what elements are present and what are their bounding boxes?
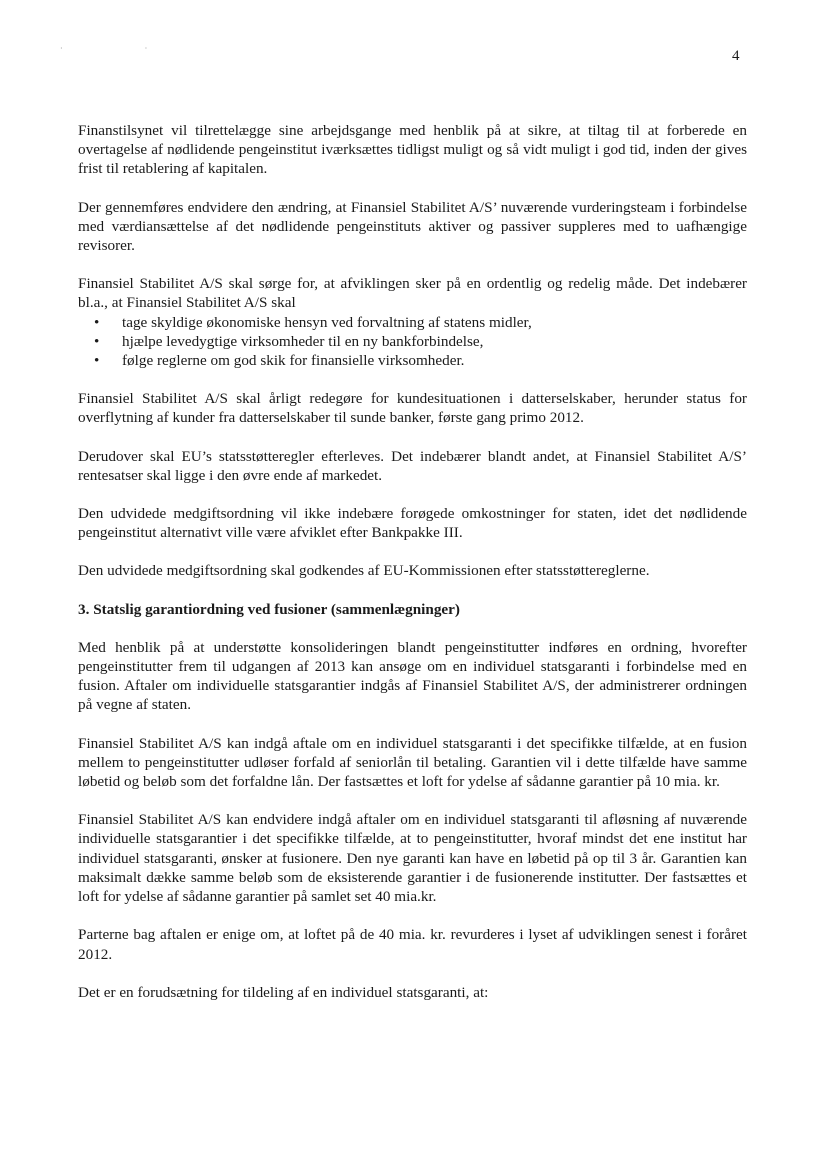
paragraph-7: Den udvidede medgiftsordning skal godkendes af EU-Kommissionen efter statsstøttereglerne. <box>78 562 650 580</box>
paragraph-4: Finansiel Stabilitet A/S skal årligt redegøre for kundesituationen i datterselskaber, herunder status for overflytning af kunder fra datterselskaber til sunde banker, første gang primo 2012. <box>78 390 747 427</box>
paragraph-9: Finansiel Stabilitet A/S kan indgå aftale om en individuel statsgaranti i det specifikke tilfælde, at en fusion mellem to pengeinstitutter udløser forfald af seniorlån til betaling. Garantien vil i dette tilfælde have samme løbetid og beløb som det forfaldne lån. Der fastsættes et loft for ydelse af sådanne garantier på 10 mia. kr. <box>78 734 747 791</box>
paragraph-3: Finansiel Stabilitet A/S skal sørge for, at afviklingen sker på en ordentlig og redelig måde. Det indebærer bl.a., at Finansiel Stabilitet A/S skal <box>78 275 747 312</box>
paragraph-6: Den udvidede medgiftsordning vil ikke indebære forøgede omkostninger for staten, idet det nødlidende pengeinstitut alternativt ville være afviklet efter Bankpakke III. <box>78 505 747 542</box>
paragraph-5: Derudover skal EU’s statsstøtteregler efterleves. Det indebærer blandt andet, at Finansiel Stabilitet A/S’ rentesatser skal ligge i den øvre ende af markedet. <box>78 447 747 484</box>
bullet-item: • følge reglerne om god skik for finansielle virksomheder. <box>122 351 747 370</box>
document-body <box>78 121 747 1002</box>
paragraph-1: Finanstilsynet vil tilrettelægge sine arbejdsgange med henblik på at sikre, at tiltag til at forberede en overtagelse af nødlidende pengeinstitut iværksættes tidligst muligt og så vidt muligt i god tid, inden der gives frist til retablering af kapitalen. <box>78 122 747 178</box>
scan-specks: · · <box>60 44 188 53</box>
bullet-item: • hjælpe levedygtige virksomheder til en ny bankforbindelse, <box>122 332 747 351</box>
bullet-list <box>78 313 747 371</box>
paragraph-8: Med henblik på at understøtte konsolideringen blandt pengeinstitutter indføres en ordning, hvorefter pengeinstitutter frem til udgangen af 2013 kan ansøge om en individuel statsgaranti i forbindelse med en fusion. Aftaler om individuelle statsgarantier indgås af Finansiel Stabilitet A/S, der administrerer ordningen på vegne af staten. <box>78 638 747 714</box>
section-heading: 3. Statslig garantiordning ved fusioner (sammenlægninger) <box>78 600 460 618</box>
paragraph-10: Finansiel Stabilitet A/S kan endvidere indgå aftaler om en individuel statsgaranti til afløsning af nuværende individuelle statsgarantier i det specifikke tilfælde, at to pengeinstitutter, hvoraf mindst det ene institut har individuel statsgaranti, ønsker at fusionere. Den nye garanti kan have en løbetid på op til 3 år. Garantien kan maksimalt dække samme beløb som de eksisterende garantier i de fusionerende institutter. Der fastsættes et loft for ydelse af sådanne garantier på samlet set 40 mia.kr. <box>78 811 747 906</box>
paragraph-11: Parterne bag aftalen er enige om, at loftet på de 40 mia. kr. revurderes i lyset af udviklingen senest i foråret 2012. <box>78 926 747 963</box>
bullet-item: • tage skyldige økonomiske hensyn ved forvaltning af statens midler, <box>122 313 747 332</box>
paragraph-2: Der gennemføres endvidere den ændring, at Finansiel Stabilitet A/S’ nuværende vurderingsteam i forbindelse med værdiansættelse af det nødlidende pengeinstituts aktiver og passiver suppleres med to uafhængige revisorer. <box>78 198 747 255</box>
paragraph-12: Det er en forudsætning for tildeling af en individuel statsgaranti, at: <box>78 983 489 1001</box>
page-number: 4 <box>732 48 740 64</box>
